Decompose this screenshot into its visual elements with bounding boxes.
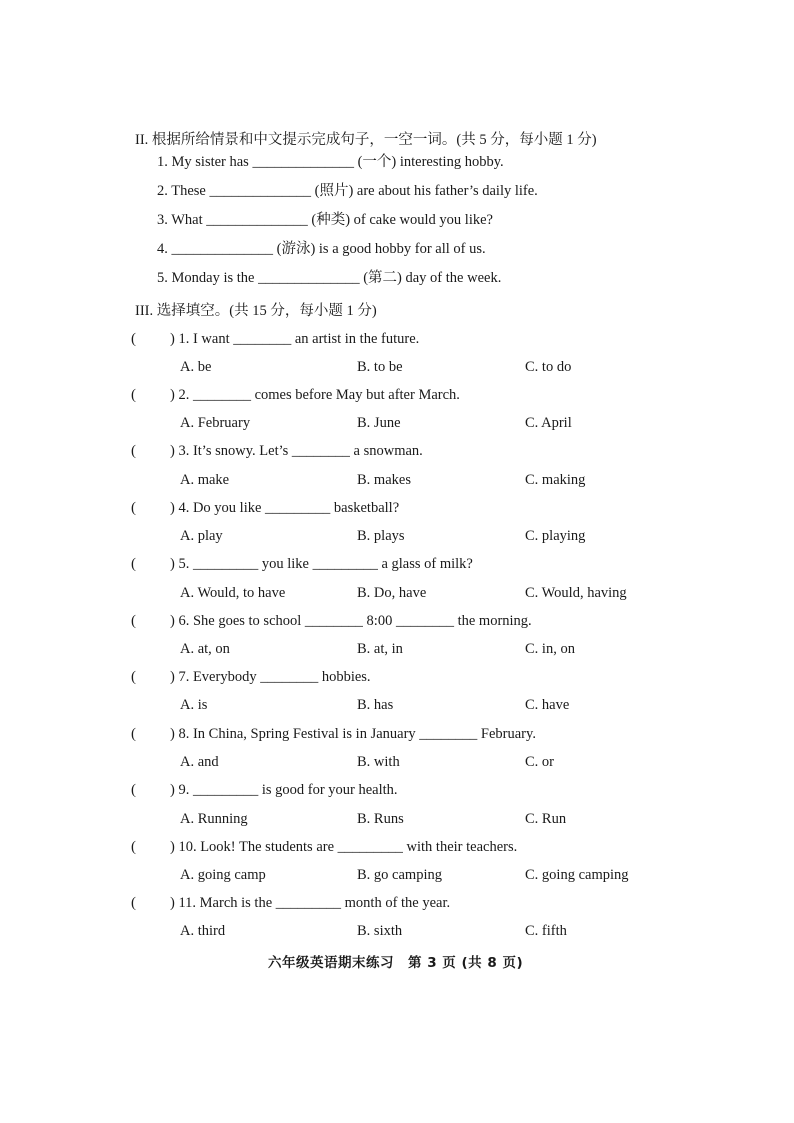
option-2-a: A. February	[180, 415, 251, 431]
answer-paren-6: (	[131, 613, 136, 629]
option-11-a: A. third	[180, 923, 226, 939]
fill-in-item-5: 5. Monday is the ______________ (第二) day of the week.	[157, 270, 502, 286]
option-6-c: C. in, on	[525, 641, 575, 657]
option-7-a: A. is	[180, 697, 208, 713]
option-1-c: C. to do	[525, 359, 572, 375]
answer-paren-9: (	[131, 782, 136, 798]
answer-paren-11: (	[131, 895, 136, 911]
option-1-b: B. to be	[357, 359, 403, 375]
fill-in-item-3: 3. What ______________ (种类) of cake would you like?	[157, 212, 493, 228]
option-10-a: A. going camp	[180, 867, 266, 883]
option-6-a: A. at, on	[180, 641, 230, 657]
question-5: ) 5. _________ you like _________ a glass of milk?	[170, 556, 473, 572]
question-2: ) 2. ________ comes before May but after March.	[170, 387, 460, 403]
section-3-heading: III. 选择填空。(共 15 分，每小题 1 分)	[135, 303, 377, 319]
answer-paren-2: (	[131, 387, 136, 403]
page-footer: 六年级英语期末练习 第 3 页 (共 8 页)	[268, 955, 524, 971]
option-6-b: B. at, in	[357, 641, 403, 657]
answer-paren-1: (	[131, 331, 136, 347]
option-8-a: A. and	[180, 754, 219, 770]
answer-paren-5: (	[131, 556, 136, 572]
option-5-b: B. Do, have	[357, 585, 427, 601]
section-2-heading: II. 根据所给情景和中文提示完成句子，一空一词。(共 5 分，每小题 1 分)	[135, 132, 597, 148]
fill-in-item-1: 1. My sister has ______________ (一个) interesting hobby.	[157, 154, 504, 170]
question-3: ) 3. It’s snowy. Let’s ________ a snowman.	[170, 443, 423, 459]
option-2-c: C. April	[525, 415, 572, 431]
question-11: ) 11. March is the _________ month of the year.	[170, 895, 451, 911]
option-8-b: B. with	[357, 754, 400, 770]
question-9: ) 9. _________ is good for your health.	[170, 782, 398, 798]
question-1: ) 1. I want ________ an artist in the future.	[170, 331, 420, 347]
option-4-a: A. play	[180, 528, 223, 544]
option-3-b: B. makes	[357, 472, 411, 488]
answer-paren-7: (	[131, 669, 136, 685]
option-4-b: B. plays	[357, 528, 405, 544]
option-9-c: C. Run	[525, 811, 567, 827]
option-9-b: B. Runs	[357, 811, 404, 827]
option-2-b: B. June	[357, 415, 401, 431]
question-8: ) 8. In China, Spring Festival is in January ________ February.	[170, 726, 536, 742]
option-10-b: B. go camping	[357, 867, 442, 883]
question-7: ) 7. Everybody ________ hobbies.	[170, 669, 371, 685]
answer-paren-10: (	[131, 839, 136, 855]
fill-in-item-4: 4. ______________ (游泳) is a good hobby for all of us.	[157, 241, 486, 257]
question-4: ) 4. Do you like _________ basketball?	[170, 500, 400, 516]
option-9-a: A. Running	[180, 811, 248, 827]
option-11-b: B. sixth	[357, 923, 403, 939]
option-3-c: C. making	[525, 472, 586, 488]
option-5-c: C. Would, having	[525, 585, 627, 601]
answer-paren-8: (	[131, 726, 136, 742]
option-8-c: C. or	[525, 754, 554, 770]
option-7-c: C. have	[525, 697, 570, 713]
option-1-a: A. be	[180, 359, 212, 375]
answer-paren-3: (	[131, 443, 136, 459]
option-10-c: C. going camping	[525, 867, 629, 883]
option-7-b: B. has	[357, 697, 394, 713]
question-6: ) 6. She goes to school ________ 8:00 ________ the morning.	[170, 613, 532, 629]
option-4-c: C. playing	[525, 528, 586, 544]
option-11-c: C. fifth	[525, 923, 567, 939]
fill-in-item-2: 2. These ______________ (照片) are about his father’s daily life.	[157, 183, 538, 199]
option-5-a: A. Would, to have	[180, 585, 286, 601]
answer-paren-4: (	[131, 500, 136, 516]
question-10: ) 10. Look! The students are _________ with their teachers.	[170, 839, 518, 855]
option-3-a: A. make	[180, 472, 230, 488]
